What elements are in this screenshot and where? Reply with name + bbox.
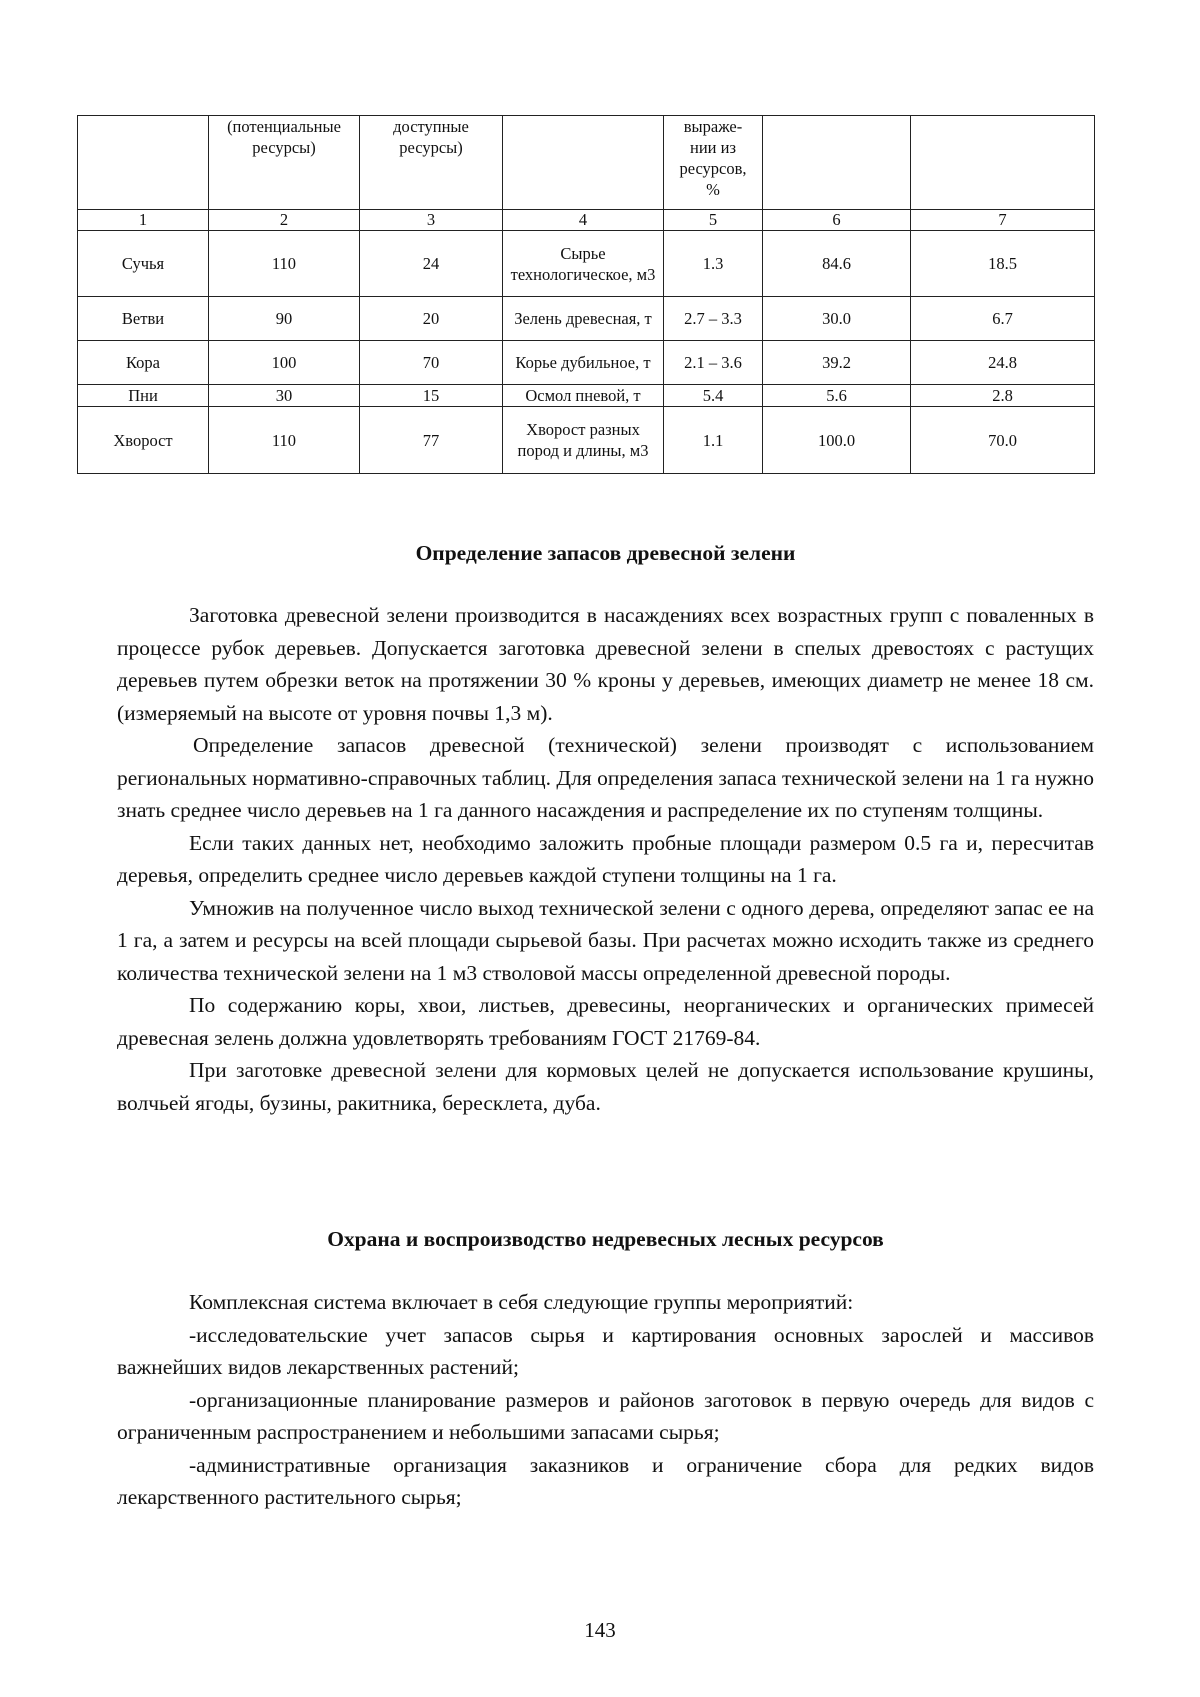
cell-col7: 2.8 bbox=[911, 385, 1095, 407]
cell-col7: 24.8 bbox=[911, 341, 1095, 385]
header-cell bbox=[763, 116, 911, 210]
column-number: 2 bbox=[209, 210, 360, 231]
list-item: -организационные планирование размеров и районов заготовок в первую очередь для видов с ограниченным распространением и небольшими запасами сырья; bbox=[117, 1387, 1094, 1444]
resources-table bbox=[77, 115, 1095, 474]
column-number: 6 bbox=[763, 210, 911, 231]
paragraph: Заготовка древесной зелени производится в насаждениях всех возрастных групп с поваленных в процессе рубок деревьев. Допускается заготовка древесной зелени в спелых древостоях с растущих деревьев путем обрезки веток на протяжении 30 % кроны у деревьев, имеющих диаметр не менее 18 см. (измеряемый на высоте от уровня почвы 1,3 м). bbox=[117, 603, 1094, 725]
paragraph: Умножив на полученное число выход технической зелени с одного дерева, определяют запас ее на 1 га, а затем и ресурсы на всей площади сырьевой базы. При расчетах можно исходить также из среднего количества технической зелени на 1 м3 стволовой массы определенной древесной породы. bbox=[117, 895, 1094, 985]
header-cell bbox=[911, 116, 1095, 210]
paragraph: Если таких данных нет, необходимо заложить пробные площади размером 0.5 га и, пересчитав деревья, определить среднее число деревьев каждой ступени толщины на 1 га. bbox=[117, 830, 1094, 887]
cell-resource: Ветви bbox=[78, 297, 209, 341]
cell-percent: 2.1 – 3.6 bbox=[664, 341, 763, 385]
header-cell: доступные ресурсы) bbox=[360, 116, 503, 210]
column-number: 4 bbox=[503, 210, 664, 231]
section-body bbox=[117, 1286, 1094, 1514]
section-body bbox=[117, 599, 1094, 1119]
cell-potential: 110 bbox=[209, 407, 360, 474]
resources-table-wrap bbox=[77, 115, 1094, 474]
cell-potential: 90 bbox=[209, 297, 360, 341]
page-number: 143 bbox=[584, 1618, 616, 1642]
header-cell bbox=[503, 116, 664, 210]
cell-col7: 6.7 bbox=[911, 297, 1095, 341]
header-cell: (потенциальные ресурсы) bbox=[209, 116, 360, 210]
cell-product: Корье дубильное, т bbox=[503, 341, 664, 385]
cell-available: 24 bbox=[360, 231, 503, 297]
cell-resource: Кора bbox=[78, 341, 209, 385]
table-column-numbers bbox=[78, 210, 1095, 231]
cell-potential: 30 bbox=[209, 385, 360, 407]
header-cell bbox=[78, 116, 209, 210]
cell-resource: Пни bbox=[78, 385, 209, 407]
table-row bbox=[78, 385, 1095, 407]
table-row bbox=[78, 341, 1095, 385]
table-row bbox=[78, 297, 1095, 341]
cell-resource: Хворост bbox=[78, 407, 209, 474]
cell-available: 20 bbox=[360, 297, 503, 341]
section-title: Охрана и воспроизводство недревесных лесных ресурсов bbox=[327, 1227, 884, 1251]
cell-percent: 2.7 – 3.3 bbox=[664, 297, 763, 341]
paragraph: По содержанию коры, хвои, листьев, древесины, неорганических и органических примесей древесная зелень должна удовлетворять требованиям ГОСТ 21769-84. bbox=[117, 993, 1094, 1050]
cell-col7: 18.5 bbox=[911, 231, 1095, 297]
column-number: 5 bbox=[664, 210, 763, 231]
paragraph: Определение запасов древесной (технической) зелени производят с использованием региональных нормативно-справочных таблиц. Для определения запаса технической зелени на 1 га нужно знать среднее число деревьев на 1 га данного насаждения и распределение их по ступеням толщины. bbox=[117, 733, 1094, 822]
cell-percent: 1.1 bbox=[664, 407, 763, 474]
cell-resource: Сучья bbox=[78, 231, 209, 297]
cell-available: 77 bbox=[360, 407, 503, 474]
paragraph: При заготовке древесной зелени для кормовых целей не допускается использование крушины, волчьей ягоды, бузины, ракитника, бересклета, дуба. bbox=[117, 1058, 1094, 1115]
cell-product: Сырье технологическое, м3 bbox=[503, 231, 664, 297]
column-number: 3 bbox=[360, 210, 503, 231]
cell-available: 15 bbox=[360, 385, 503, 407]
cell-col6: 84.6 bbox=[763, 231, 911, 297]
cell-potential: 100 bbox=[209, 341, 360, 385]
cell-product: Хворост разных пород и длины, м3 bbox=[503, 407, 664, 474]
cell-percent: 5.4 bbox=[664, 385, 763, 407]
table-row bbox=[78, 407, 1095, 474]
cell-available: 70 bbox=[360, 341, 503, 385]
table-header-continuation bbox=[78, 116, 1095, 210]
table-row bbox=[78, 231, 1095, 297]
header-cell: выраже- нии из ресурсов, % bbox=[664, 116, 763, 210]
section-title: Определение запасов древесной зелени bbox=[415, 541, 796, 565]
cell-product: Зелень древесная, т bbox=[503, 297, 664, 341]
column-number: 1 bbox=[78, 210, 209, 231]
cell-potential: 110 bbox=[209, 231, 360, 297]
column-number: 7 bbox=[911, 210, 1095, 231]
cell-col7: 70.0 bbox=[911, 407, 1095, 474]
cell-percent: 1.3 bbox=[664, 231, 763, 297]
cell-col6: 30.0 bbox=[763, 297, 911, 341]
cell-col6: 39.2 bbox=[763, 341, 911, 385]
cell-col6: 100.0 bbox=[763, 407, 911, 474]
cell-product: Осмол пневой, т bbox=[503, 385, 664, 407]
cell-col6: 5.6 bbox=[763, 385, 911, 407]
list-item: -исследовательские учет запасов сырья и картирования основных зарослей и массивов важнейших видов лекарственных растений; bbox=[117, 1322, 1094, 1379]
list-item: -административные организация заказников и ограничение сбора для редких видов лекарственного растительного сырья; bbox=[117, 1452, 1094, 1509]
paragraph: Комплексная система включает в себя следующие группы мероприятий: bbox=[189, 1290, 854, 1314]
